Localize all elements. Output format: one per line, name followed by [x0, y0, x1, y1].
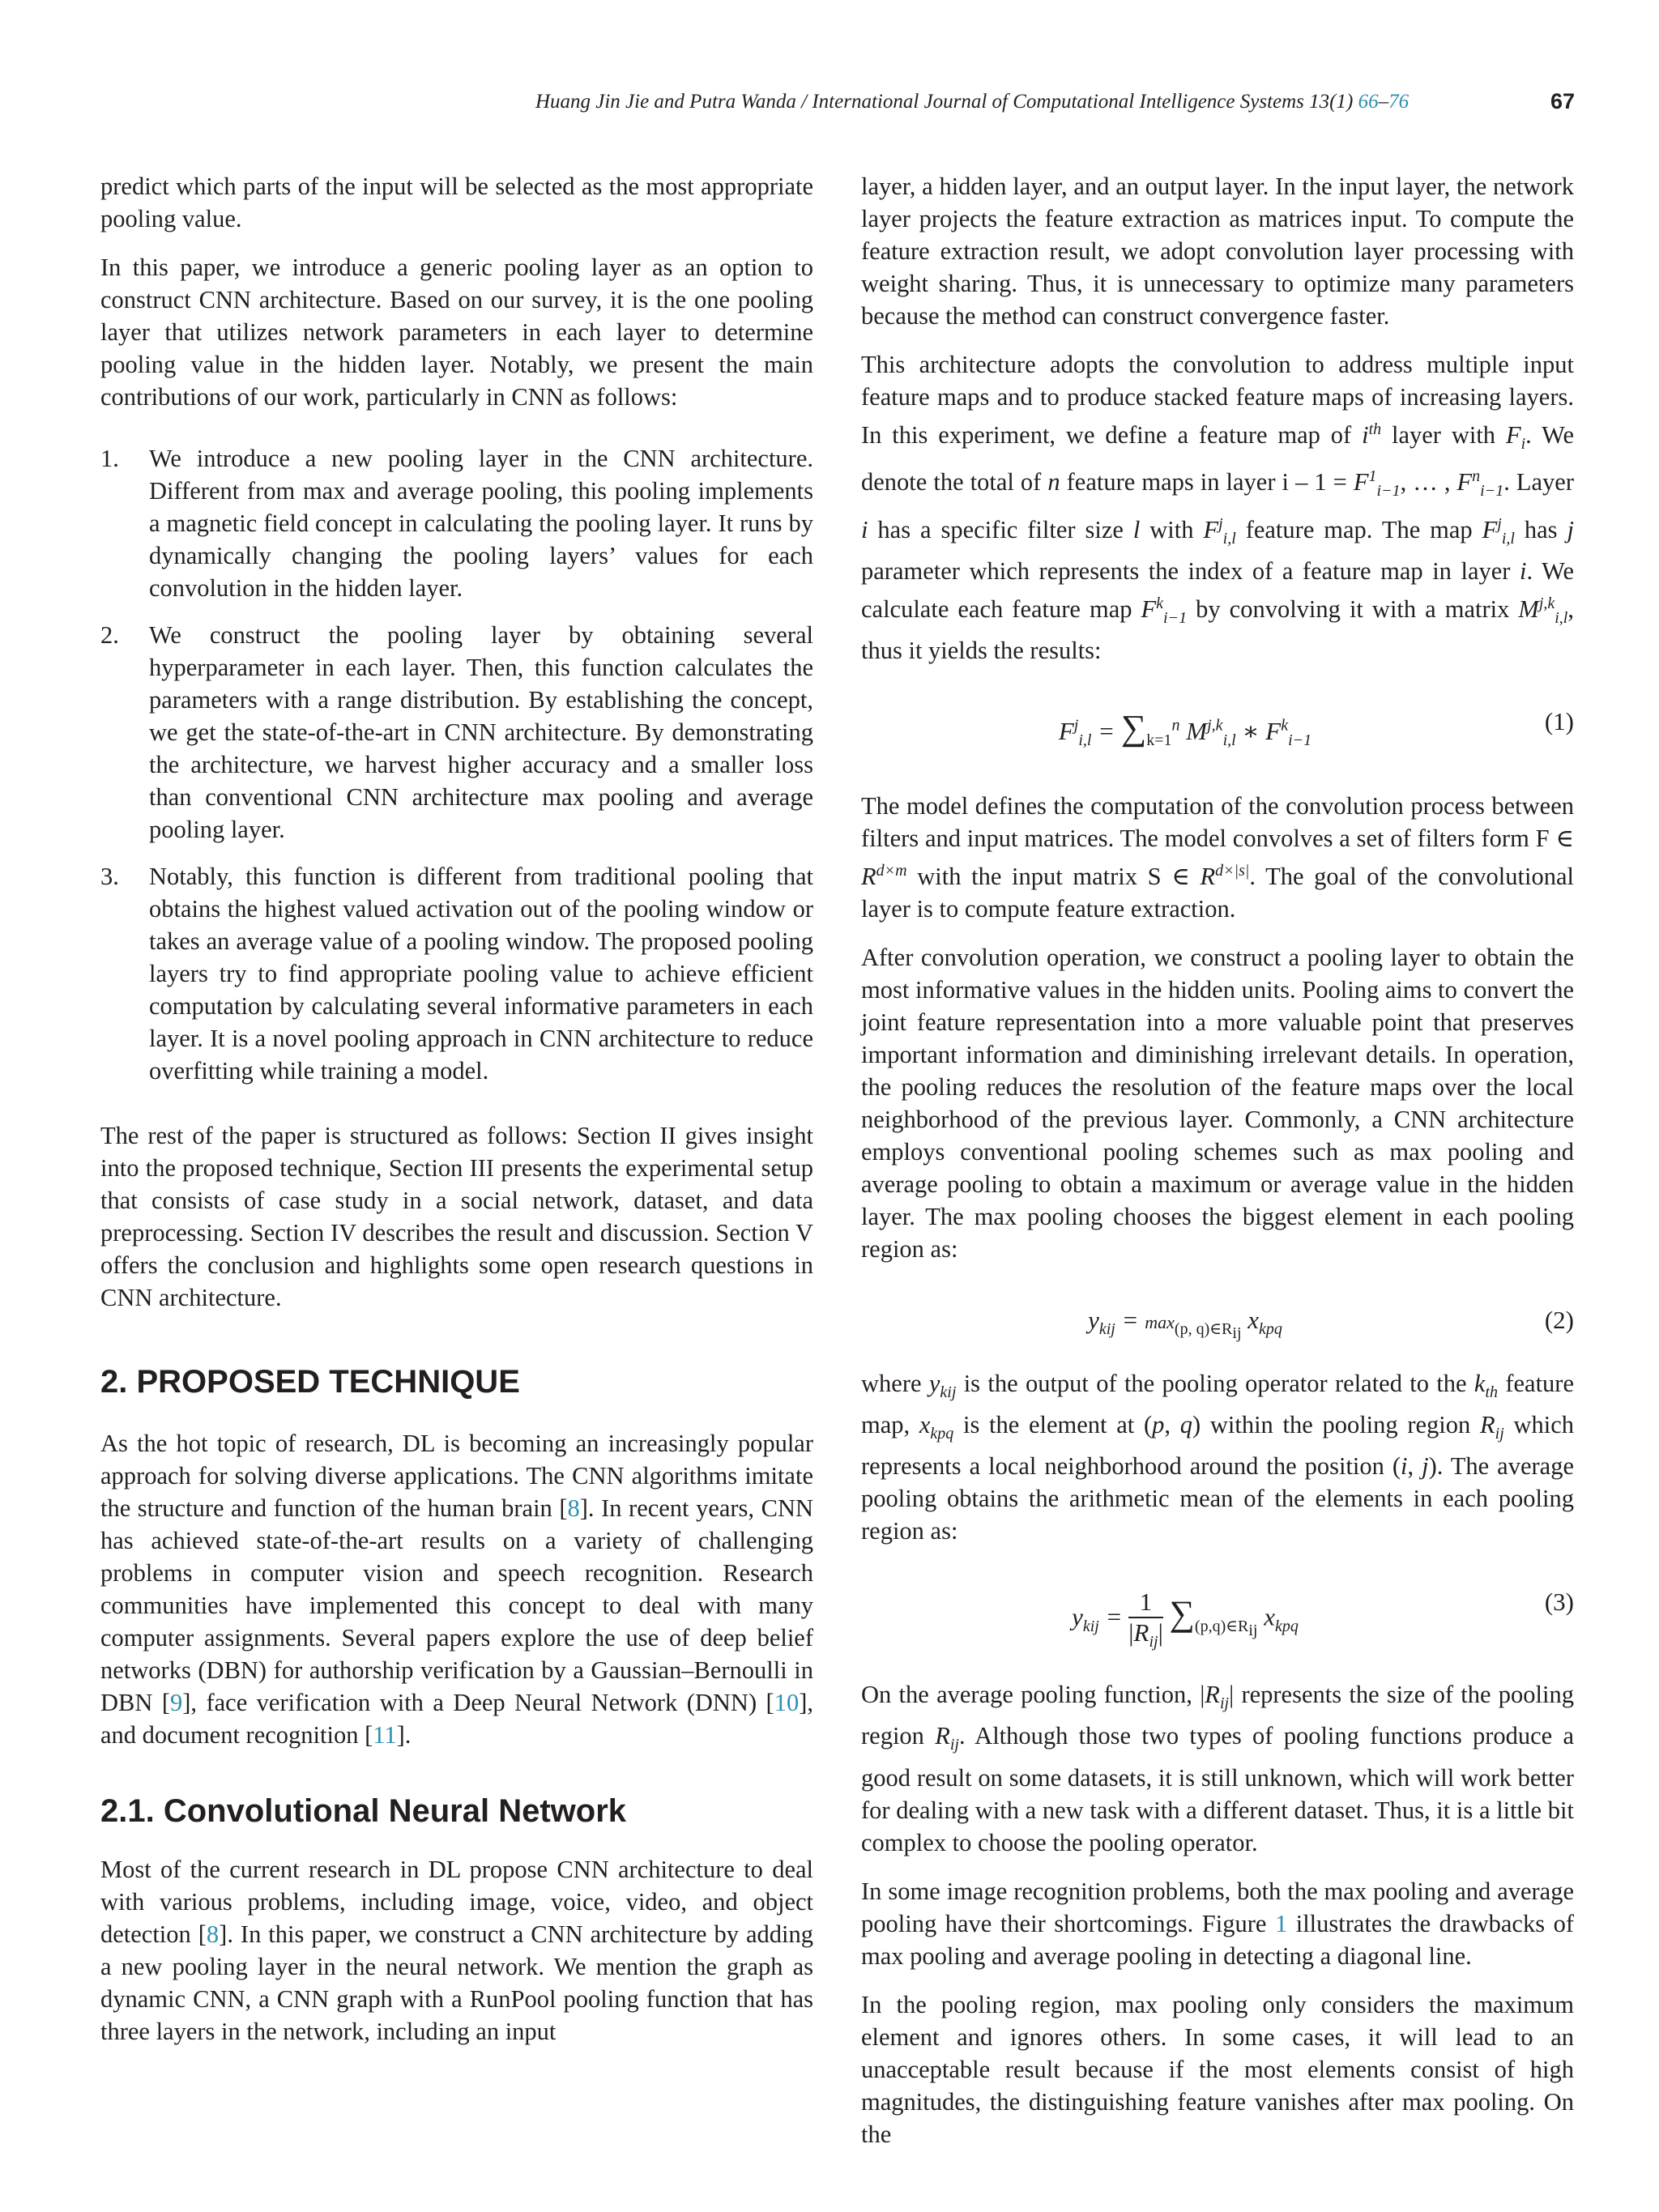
subsection-heading: 2.1. Convolutional Neural Network — [100, 1793, 627, 1829]
equation-number: (3) — [1544, 1588, 1574, 1617]
running-header: Huang Jin Jie and Putra Wanda / International Journal of Computational Intelligence Systems 13(1) 66–76 — [535, 91, 1410, 113]
paragraph: In some image recognition problems, both the max pooling and average pooling have their shortcomings. Figure 1 illustrates the drawbacks of max pooling and average pooling in detecting a diagonal line. — [861, 1877, 1575, 1970]
paragraph: In the pooling region, max pooling only considers the maximum element and ignores others. In some cases, it will lead to an unacceptable result because if the most elements consist of high magnitudes, the distinguishing feature vanishes after max pooling. On the — [861, 1990, 1574, 2148]
equation-1: $F^j_{i,l} = \sum_{k=1}^n$ M$^{j,k}_{i,l}$ ∗ $F^k_{i-1}$ (1) — [1058, 707, 1574, 750]
citation-link[interactable]: 8 — [206, 1920, 220, 1948]
equation-3: $y_{kij}$ = 1 $|R_{ij}|$ $\sum_{(p,q)\in R_{ij}}$ $x_{kpq}$ (3) — [1072, 1588, 1574, 1652]
paragraph: layer, a hidden layer, and an output layer. In the input layer, the network layer projects the feature extraction as matrices input. To compute the feature extraction result, we adopt convolution layer processing with weight sharing. Thus, it is unnecessary to optimize many parameters because the method can construct convergence faster. — [861, 173, 1574, 330]
citation-link[interactable]: 8 — [567, 1494, 580, 1522]
paragraph: As the hot topic of research, DL is becoming an increasingly popular approach for solving diverse applications. The CNN algorithms imitate the structure and function of the human brain [8]. In recent years, CNN has achieved state-of-the-art results on a variety of challenging problems in computer vision and speech recognition. Research communities have implemented this concept to deal with many computer assignments. Several papers explore the use of deep belief networks (DBN) for authorship verification by a Gaussian–Bernoulli in DBN [9], face verification with a Deep Neural Network (DNN) [10], and document recognition [11]. — [100, 1430, 813, 1749]
contributions-list — [100, 442, 813, 1087]
paragraph: After convolution operation, we construct a pooling layer to obtain the most informative values in the hidden units. Pooling aims to convert the joint feature representation into a more valuable point that preserves important information and diminishing irrelevant details. In operation, the pooling reduces the resolution of the feature maps over the local neighborhood of the previous layer. Commonly, a CNN architecture employs conventional pooling schemes such as max pooling and average pooling to obtain a maximum or average value in the hidden layer. The max pooling chooses the biggest element in each pooling region as: — [861, 944, 1574, 1264]
list-item: 2. We construct the pooling layer by obtaining several hyperparameter in each layer. Then, this function calculates the parameters with a range distribution. By establishing the concept, we get the state-of-the-art in CNN architecture. By demonstrating the architecture, we harvest higher accuracy and a smaller loss than conventional CNN architecture max pooling and average pooling layer. — [100, 621, 813, 843]
citation-link[interactable]: 9 — [170, 1689, 183, 1716]
figure-link[interactable]: 1 — [1274, 1909, 1288, 1937]
right-column — [861, 170, 1574, 2167]
paragraph: This architecture adopts the convolution to address multiple input feature maps and to produce stacked feature maps of increasing layers. In this experiment, we define a feature map of $i^{th}$ layer with $F_i$. We denote the total of n feature maps in layer $i - 1 = F^1_{i-1}$, … , $F^n_{i-1}$. Layer i has a specific filter size l with $F^j_{i,l}$ feature map. The map $F^j_{i,l}$ has j parameter which represents the index of a feature map in layer i. We calculate each feature map $F^k_{i-1}$ by convolving it with a matrix M$^{j,k}_{i,l}$, thus it yields the results: — [861, 351, 1574, 664]
list-item: 3. Notably, this function is different from traditional pooling that obtains the highest valued activation out of the pooling window or takes an average value of a pooling window. The proposed pooling layers try to find appropriate pooling value to achieve efficient computation by calculating several informative parameters in each layer. It is a novel pooling approach in CNN architecture to reduce overfitting while training a model. — [100, 863, 813, 1085]
paragraph: predict which parts of the input will be selected as the most appropriate pooling value. — [100, 173, 813, 232]
left-column — [100, 170, 813, 2064]
paragraph: where $y_{kij}$ is the output of the pooling operator related to the $k_{th}$ feature map, $x_{kpq}$ is the element at (p, q) within the pooling region $R_{ij}$ which represents a local neighborhood around the position (i, j). The average pooling obtains the arithmetic mean of the elements in each pooling region as: — [861, 1370, 1575, 1545]
equation-number: (1) — [1544, 707, 1574, 735]
paragraph: In this paper, we introduce a generic pooling layer as an option to construct CNN architecture. Based on our survey, it is the one pooling layer that utilizes network parameters in each layer to determine pooling value in the hidden layer. Notably, we present the main contributions of our work, particularly in CNN as follows: — [100, 254, 813, 411]
paragraph: Most of the current research in DL propose CNN architecture to deal with various problems, including image, voice, video, and object detection [8]. In this paper, we construct a CNN architecture by adding a new pooling layer in the neural network. We mention the graph as dynamic CNN, a CNN graph with a RunPool pooling function that has three layers in the network, including an input — [100, 1856, 813, 2045]
list-item: 1. We introduce a new pooling layer in the CNN architecture. Different from max and average pooling, this pooling implements a magnetic field concept in calculating the pooling layer. It runs by dynamically changing the pooling layers’ values for each convolution in the hidden layer. — [100, 445, 813, 602]
section-heading: 2. PROPOSED TECHNIQUE — [100, 1364, 520, 1400]
paragraph: The rest of the paper is structured as follows: Section II gives insight into the proposed technique, Section III presents the experimental setup that consists of case study in a social network, dataset, and data preprocessing. Section IV describes the result and discussion. Section V offers the conclusion and highlights some open research questions in CNN architecture. — [100, 1122, 813, 1311]
citation-link[interactable]: 10 — [774, 1689, 800, 1716]
page-number: 67 — [1550, 89, 1575, 113]
pages-start-link[interactable]: 66 — [1358, 91, 1379, 113]
citation-link[interactable]: 11 — [373, 1721, 397, 1749]
equation-number: (2) — [1544, 1306, 1574, 1335]
pages-end-link[interactable]: 76 — [1388, 91, 1410, 113]
paragraph: On the average pooling function, $|R_{ij}|$ represents the size of the pooling region $R_{ij}$. Although those two types of pooling functions produce a good result on some datasets, it is still unknown, which will work better for dealing with a new task with a different dataset. Thus, it is a little bit complex to choose the pooling operator. — [861, 1681, 1575, 1856]
equation-2: $y_{kij} = \max_{(p, q)\in R_{ij}} x_{kpq}$ (2) — [1088, 1306, 1574, 1343]
paragraph: The model defines the computation of the convolution process between filters and input matrices. The model convolves a set of filters form F ∈ $R^{d\times m}$ with the input matrix S ∈ $R^{d\times|s|}$. The goal of the convolutional layer is to compute feature extraction. — [861, 792, 1574, 923]
